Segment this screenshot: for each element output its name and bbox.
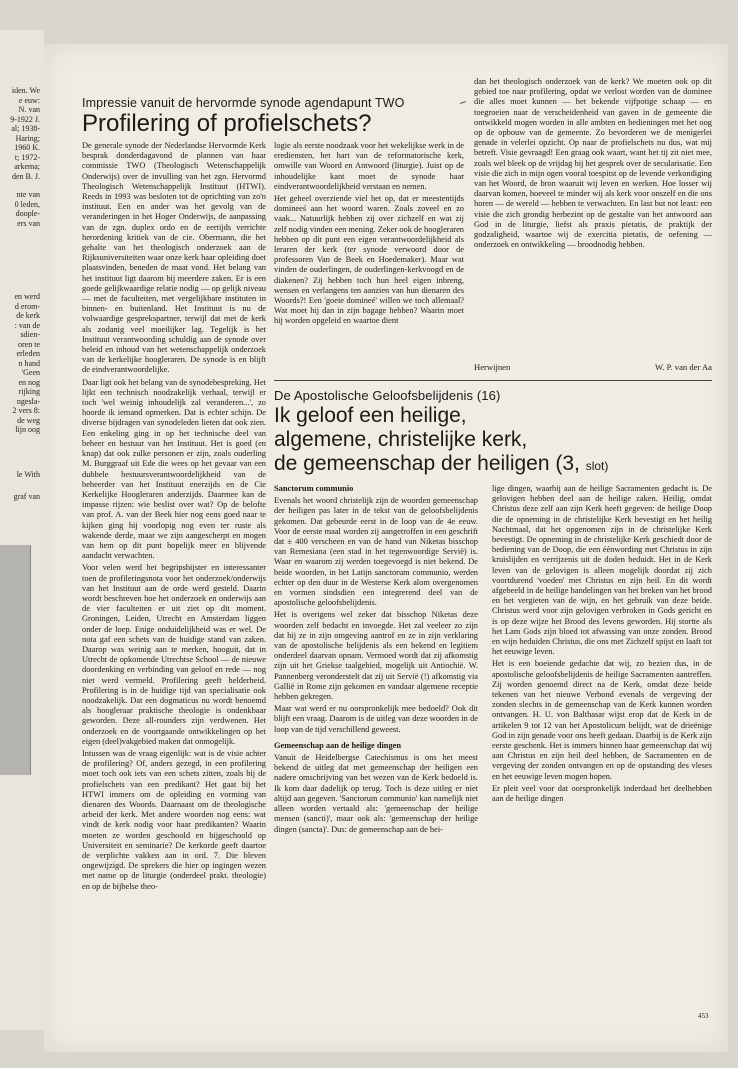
article1-signature bbox=[474, 362, 712, 372]
article2-column-1 bbox=[274, 484, 478, 1004]
article2-kicker: De Apostolische Geloofsbelijdenis (16) bbox=[274, 388, 501, 403]
article1-title: Profilering of profielschets? bbox=[82, 110, 372, 137]
paragraph: Het geheel overziende viel het op, dat er meestentijds domineeś aan het woord waren. Zoals zoveel en zo vaak... Natuurlijk hebben zij over zichzelf en wat zij zelf nodig vinden een mening. Zeker ook de hoogleraren hebben op dit punt een eigen verantwoordelijkheid als leraren der kerk (ter synode verwoord door de professoren Van de Beek en Hoedemaker). Maar wat vinden de ouderlingen, de ouderlingen-kerkvoogd en de diakenen? Zij hebben toch hun heel eigen inbreng, wensen en verlangens ten aanzien van hun dienaren des Woords?! Een 'goeie domineé' willen we toch allemaal? Wat moet hij dan in zijn bagage hebben? Waarin moet hij worden opgeleid en waartoe dient bbox=[274, 194, 464, 326]
article2-title-suffix: slot) bbox=[585, 459, 609, 473]
paragraph: Het is overigens wel zeker dat bisschop Niketas deze woorden zelf bedacht en invoegde. Het zal veeleer zo zijn dat hij ze in zijn omgeving aantrof en ze in zijn verklaring van de apostolische belijdenis als een bekend en legitiem onderdeel daarvan opnam. Vermoed wordt dat zij afkomstig zijn uit het Griekse taalgebied, mogelijk uit Antiochië. W. Pannenberg veronderstelt dat zij uit Servië (!) afkomstig via Gallië in Rome zijn gekomen en vandaar algemene receptie hebben gekregen. bbox=[274, 610, 478, 702]
paragraph: logie als eerste noodzaak voor het wekelijkse werk in de erediensten, het hart van de reformatorische kerk, omwille van Woord en Antwoord (liturgie). Juist op de inhoudelijke kant moet de synode haar eindverantwoordelijkheid verstaan en nemen. bbox=[274, 141, 464, 191]
paragraph: lige dingen, waarbij aan de heilige Sacramenten gedacht is. De gelovigen hebben deel aan de heilige zaken. Heilig, omdat Christus deze zelf aan zijn Kerk heeft gegeven: de heilige Doop die de opneming in de christelijke Kerk bevestigt en het heilig Nachtmaal, dat het opgenomen zijn in de christelijke Kerk bevestigt. De opneming in de christelijke Kerk geschiedt door de bediening van de Doop, die een éénwording met Christus in zijn kruislijden en verrijzenis uit de doden beduidt. Het in de Kerk leven van de gelovigen is alleen mogelijk doordat zij zich voortdurend 'voeden' met Christus en zijn heil. En dit wordt afgebeeld in de heilige handelingen van het breken van het brood en het vergieten van de wijn, en het gebruik van deze beide. Christus werd voor zijn gelovigen verbroken in Gods gericht en is op deze wijze het Brood des levens geworden. Hij stortte als het Lam Gods zijn bloed tot afwassing van onze zonden. Brood en wijn beduiden Christus, die ons met Zichzelf spijst en laaft tot het eeuwige leven. bbox=[492, 484, 712, 657]
article1-kicker: Impressie vanuit de hervormde synode agendapunt TWO bbox=[82, 96, 405, 110]
paragraph: Maar wat werd er nu oorspronkelijk mee bedoeld? Ook dit blijft een vraag. Daarom is de uitleg van deze woorden in de loop van de tijd verschillend geweest. bbox=[274, 704, 478, 734]
scan-mark bbox=[460, 101, 466, 104]
spine-text-block: en werd d erom- de kerk : van de sdien- oren te erleden n hand 'Geen en nog rijking ngesla- 2 vers 8: de weg lijn oog bbox=[12, 292, 40, 434]
section-divider bbox=[274, 380, 712, 381]
paragraph: Evenals het woord christelijk zijn de woorden gemeenschap der heiligen pas later in de tekst van de geloofsbelijdenis gekomen. Dat gebeurde eerst in de loop van de 4e eeuw. Voor de eerste maal worden zij aangetroffen in een geschrift dat ± 400 verscheen en van de hand van Niketas bisschop van Remesiana (een stad in het tegenwoordige Servië) is. Waar en waarom zij werden toegevoegd is niet bekend. De beide woorden, in het Latijn sanctorum communio, werden echter op den duur in de Westerse Kerk alom overgenomen en vormen sindsdien een integrerend deel van de apostolische geloofsbelijdenis. bbox=[274, 496, 478, 608]
article1-column-2 bbox=[274, 141, 464, 401]
spine-photo bbox=[0, 545, 31, 775]
article2-title-line: Ik geloof een heilige, bbox=[274, 404, 467, 427]
article2-column-2 bbox=[492, 484, 712, 1004]
paragraph: Het is een boeiende gedachte dat wij, zo bezien dus, in de apostolische geloofsbelijdenis de heilige Sacramenten aantreffen. Zij worden genoemd direct na de Kerk, omdat deze beide tekenen van het nieuwe Verbond evenals de vergeving der zonden slechts in de gemeenschap van de Kerk kunnen worden ontvangen. H. U. von Balthasar wijst erop dat de Kerk in de artikelen 9 tot 12 van het Apostolicum belijdt, wat de drieënige God in zijn genade voor ons heeft gedaan. Daarbij is de Kerk zijn eerste geschenk. Het is immers binnen haar gemeenschap dat wij aan Christus en zijn heil deel hebben, de Sacramenten en de vergeving der zonden ontvangen en op de opstanding des vleses en het eeuwige leven mogen hopen. bbox=[492, 659, 712, 781]
adjacent-page-spine bbox=[0, 30, 44, 1030]
magazine-page bbox=[44, 44, 728, 1052]
subheading: Gemeenschap aan de heilige dingen bbox=[274, 740, 402, 750]
article1-column-1 bbox=[82, 141, 266, 1029]
article1-column-3 bbox=[474, 77, 712, 377]
paragraph: Er pleit veel voor dat oorspronkelijk inderdaad het deelhebben aan de heilige dingen bbox=[492, 783, 712, 804]
paragraph: De generale synode der Nederlandse Hervormde Kerk besprak donderdagavond de plannen van haar commissie TWO (Theologisch Wetenschappelijk Onderwijs) over de invulling van het zgn. Hervormd Theologisch Wetenschappelijk Instituut (HTWI). Reeds in 1993 was besloten tot de oprichting van zo'n instituut. Een en ander was het gevolg van de veranderingen in het Hoger Onderwijs, de aanpassing van de zgn. duplex ordo en de eertijds verrichte herordening kritiek van de cie. Obermann, die het gehalte van het theologisch onderzoek aan de Rijksuniversiteiten waar onze kerk haar opleiding doet plaatsvinden, beneden de maat vond. Het belang van het instituut ligt daarom bij meerdere zaken. Er is een goede gelijkwaardige relatie nodig — op gelijk niveau — met de faculteiten, met vergelijkbare instituten in binnen- en buitenland. Het Instituut is nu de volwaardige gesprekspartner, terwijl dat met de kerk als zodanig veel moeilijker lag. Tegelijk is het Instituut verantwoording schuldig aan de synode over beleid en inhoud van het wetenschappelijk onderzoek van de kerkelijke hoogleraren. De synode is en blijft de eindverantwoordelijke. bbox=[82, 141, 266, 375]
paragraph: Vanuit de Heidelbergse Catechismus is ons het meest bekend de uitleg dat met gemeenschap der heiligen een nadere omschrijving van het wezen van de Kerk bedoeld is. Ik kom daar dadelijk op terug. Toch is deze uitleg er niet altijd aan gegeven. 'Sanctorum communio' kan namelijk niet alleen worden vertaald als: 'gemeenschap der heilige mensen (sancti)', maar ook als: 'gemeenschap der heilige dingen (sancta)'. Dus: de gemeenschap aan de hei- bbox=[274, 753, 478, 834]
spine-text-block: le With bbox=[16, 470, 40, 479]
paragraph: Voor velen werd het begripsbijster en interessanter toen de profileringsnota voor het onderzoek/onderwijs van het Instituut aan de orde werd gesteld. Daarin wordt beschreven hoe het onderzoek en onderwijs aan de vier faculteiten er uit ziet op dit moment. Groningen, Leiden, Utrecht en Amsterdam liggen onder de loep. Enige onduidelijkheid was er wel. De nota gaf een schets van de huidige stand van zaken. Daarop was weinig aan te merken, hooguit, dat in Utrecht de opkomende Utrechtse School — de nieuwe doordenking en verbinding van geloof en rede — nog niet werd vermeld. Profilering geeft helderheid. Profilering is in de huidige tijd van specialisatie ook noodzakelijk. Dat een dogmaticus nu wordt benoemd als hoogleraar praktische theologie is ondenkbaar geworden. Deze all-rounders zijn verdwenen. Het onderzoek en de voortgaande ontwikkelingen op het eigen (deel)vakgebied maken dat onmogelijk. bbox=[82, 563, 266, 746]
spine-text-block: nte van 0 leden, doople- ers van bbox=[14, 190, 40, 228]
article2-title-line: de gemeenschap der heiligen (3, slot) bbox=[274, 452, 609, 475]
signature-author: W. P. van der Aa bbox=[655, 362, 712, 372]
signature-place: Herwijnen bbox=[474, 362, 511, 372]
article2-title-line: algemene, christelijke kerk, bbox=[274, 428, 528, 451]
page-number: 453 bbox=[698, 1012, 709, 1020]
spine-text-block: iden. We e euw: N. van 9-1922 J. al; 1938- Haring; 1960 K. t; 1972- arkema; den B. J. bbox=[10, 86, 40, 181]
paragraph: Daar ligt ook het belang van de synodebespreking. Het lijkt een technisch noodzakelijk verhaal, terwijl er toch 'wel weinig inhoudelijk zal veranderen...', zo hoorde ik iemand opmerken. Dat is echter schijn. De diverse bijdragen van synodeleden lieten dat ook zien. Een enkeling ging in op het technische deel van beheer en bestuur van het Instituut. Het is goed (en knap) dat ook zulke personen er zijn, zoals ouderling M. Burggraaf uit Ede die wees op het gevaar van een dubbele bestuursverantwoordelijkheid van de beheerder van het Instituut enerzijds en de Cie Kerkelijke Hoogleraren anderzijds. Daarmee kan de impasse rijzen: wie beslist over wat? Op de belofte van prof. A. van der Beek hier nog eens goed naar te kijken ging hij voorlopig nog even ter ruste als wakende derde, maar we zijn aangescherpt en mogen van hem op dit punt hopelijk meer en blijvende aandacht verwachten. bbox=[82, 377, 266, 561]
article2-title bbox=[274, 404, 714, 478]
paragraph: Intussen was de vraag eigenlijk: wat is de visie achter de profilering? Of, anders gezegd, in een profilering moet toch ook iets van een schets zitten, zoals bij de profielschets van een predikant? Het gaat bij het HTWI immers om de opleiding en vorming van dienaren des Woords. Daarnaast om de theologische arbeid der kerk. Met andere woorden nog eens: wat vindt de kerk nodig voor haar predikanten? Waarin moeten ze worden geschoold en bijgeschoold op Universiteit en seminarie? De kerkorde geeft daartoe de verplichte vakken aan in ord. 7. Die bleven ongewijzigd. De sprekers die hier op ingingen wezen met name op de liturgie (onderdeel prakt. theologie) en op de bijbelse theo- bbox=[82, 748, 266, 891]
paragraph: dan het theologisch onderzoek van de kerk? We moeten ook op dit gebied toe naar profilering, opdat we verlost worden van de dominee die alles moet kunnen — het bekende vijfpotige schaap — en toegroeien naar de verscheidenheid van gaven in de gemeente die ontwikkeld mogen worden in alle ambten en bedieningen met het oog op de opbouw van de gemeente. Zo bevorderen we de menigerlei genade in velerlei opzicht. Op naar de profielschets nu dus, wat mij betreft. Visie gevraagd! Een graag ook waart, want het tij zit niet mee, zoals wel bleek op de vrijdag bij het gesprek over de secularisatie. Een visie die zich in mijn ogen vooral toespitst op de levende verkondiging van het Woord, de bron waaruit wij leven en werken. Hoe losser wij daarvan komen, hoeveel te minder wij als kerk voor onszelf en die ons horen — de wereld — hebben te verwachten. En last but not least: een visie die zich grondig herbezint op de gestalte van het antwoord aan God in de liturgie, liefst als praxis pietatis, de praktijk der godzaligheid, waartoe wij de exercitia pietatis, de oefening — onderzoek en ontwikkeling — broodnodig hebben. bbox=[474, 77, 712, 250]
spine-text-block: graf van bbox=[13, 492, 40, 501]
subheading: Sanctorum communio bbox=[274, 484, 354, 493]
